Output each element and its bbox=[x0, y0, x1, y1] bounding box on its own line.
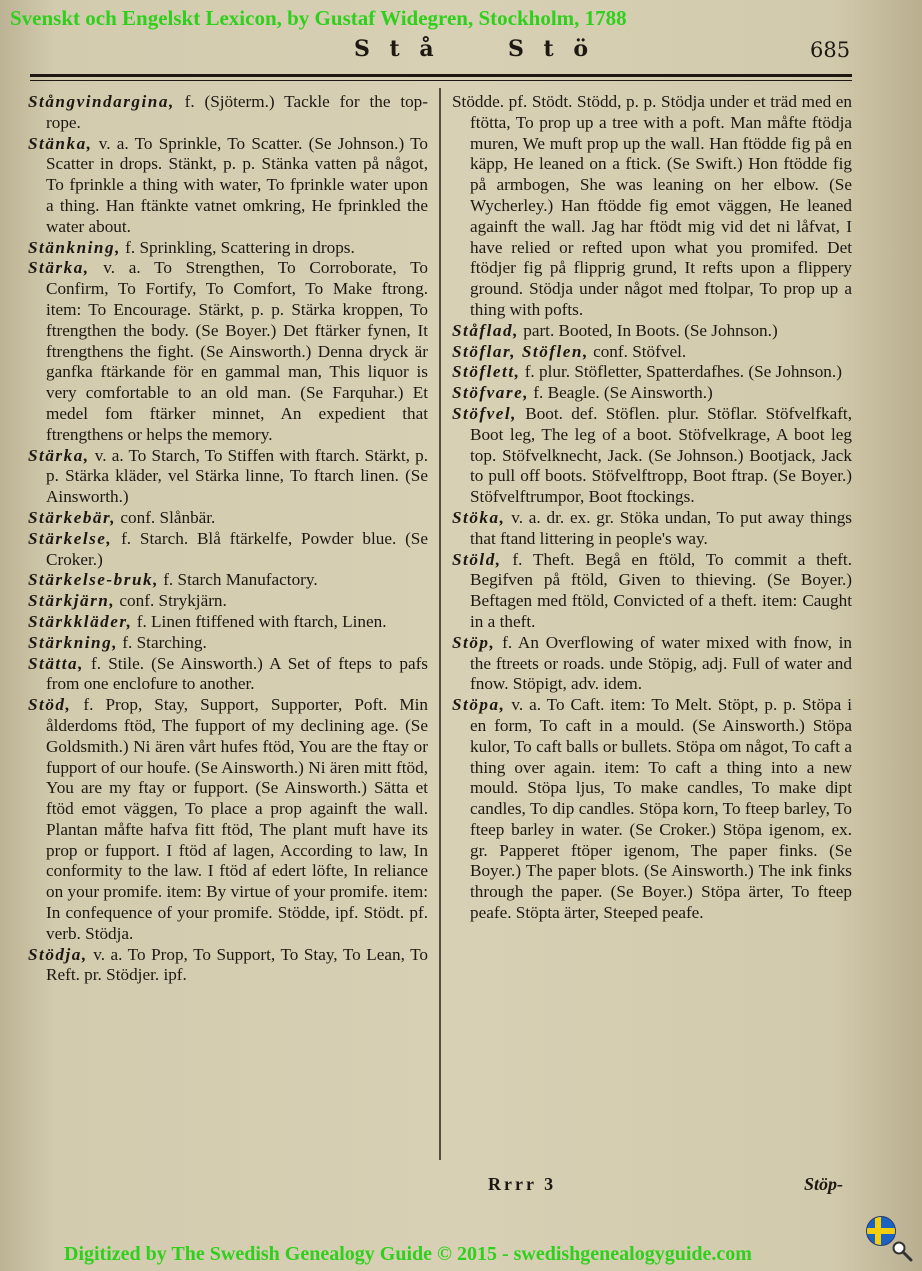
running-head-right: S t ö bbox=[508, 36, 595, 62]
dictionary-entry bbox=[28, 92, 428, 134]
dictionary-entry bbox=[28, 945, 428, 987]
entry-text: f. (Sjöterm.) Tackle for the top-rope. bbox=[46, 92, 428, 132]
dictionary-entry bbox=[452, 695, 852, 924]
entry-text: f. Linen ftiffened with ftarch, Linen. bbox=[132, 611, 387, 631]
headword: Stöflar, Stöflen, bbox=[452, 341, 589, 361]
headword: Stärka, bbox=[28, 258, 90, 278]
right-column bbox=[452, 92, 852, 924]
entry-text: f. Starch. Blå ftärkelfe, Powder blue. (Se Croker.) bbox=[46, 528, 428, 569]
headword: Stödja, bbox=[28, 944, 88, 964]
dictionary-entry bbox=[28, 633, 428, 654]
dictionary-entry bbox=[452, 633, 852, 695]
dictionary-entry bbox=[452, 342, 852, 363]
headword: Stöfvare, bbox=[452, 383, 529, 403]
entry-text: f. plur. Stöfletter, Spatterdafhes. (Se Johnson.) bbox=[520, 362, 842, 382]
entry-text: f. Theft. Begå en ftöld, To commit a theft. Begifven på ftöld, Given to thieving. (Se Boyer.) Beftagen med ftöld, Convicted of a theft. item: Caught in a theft. bbox=[470, 549, 852, 631]
dictionary-entry bbox=[28, 654, 428, 696]
headword: Stärkkläder, bbox=[28, 611, 133, 631]
entry-text: v. a. To Prop, To Support, To Stay, To Lean, To Reft. pr. Stödjer. ipf. bbox=[46, 944, 428, 985]
running-head-left: S t å bbox=[354, 36, 440, 62]
headword: Stöfvel, bbox=[452, 403, 517, 423]
entry-text: part. Booted, In Boots. (Se Johnson.) bbox=[518, 320, 778, 340]
dictionary-entry bbox=[28, 529, 428, 571]
footer-credit: Digitized by The Swedish Genealogy Guide © 2015 - swedishgenealogyguide.com bbox=[64, 1243, 752, 1265]
headword: Stärkelse, bbox=[28, 528, 113, 548]
header-rule-thin bbox=[30, 80, 852, 81]
headword: Stätta, bbox=[28, 653, 84, 673]
dictionary-entry bbox=[28, 570, 428, 591]
page-number: 685 bbox=[810, 38, 851, 62]
headword: Stöka, bbox=[452, 507, 506, 527]
entry-text: f. Stile. (Se Ainsworth.) A Set of fteps to pafs from one enclofure to another. bbox=[46, 653, 428, 694]
headword: Stångvindargina, bbox=[28, 92, 175, 111]
dictionary-entry bbox=[452, 92, 852, 321]
headword: Stöp, bbox=[452, 632, 496, 652]
entry-text: f. Starching. bbox=[118, 632, 207, 652]
header-rule bbox=[30, 74, 852, 77]
entry-text: conf. Stöfvel. bbox=[588, 341, 687, 361]
magnifier-icon bbox=[891, 1240, 913, 1262]
entry-text: v. a. dr. ex. gr. Stöka undan, To put away things that ftand littering in people's way. bbox=[470, 507, 852, 548]
entry-text: v. a. To Starch, To Stiffen with ftarch. Stärkt, p. p. Stärka kläder, vel Stärka linne, To ftarch linen. (Se Ainsworth.) bbox=[46, 445, 428, 507]
headword: Stärkelse-bruk, bbox=[28, 570, 159, 590]
dictionary-entry bbox=[452, 383, 852, 404]
dictionary-entry bbox=[452, 321, 852, 342]
headword: Stärka, bbox=[28, 445, 90, 465]
entry-text: f. Prop, Stay, Support, Supporter, Poft. Min ålderdoms ftöd, The fupport of my declining age. (Se Goldsmith.) Ni ären vårt hufes ftöd, You are the ftay or fupport of our houfe. (Se Ainsworth.) Ni ären mitt ftöd, You are my ftay or fupport. (Se Ainsworth.) Sätta et ftöd emot väggen, To place a prop againft the wall. Plantan måfte hafva fitt ftöd, The plant muft have its prop or fupport. I ftöd af lagen, According to law, In conformity to the law. I ftöd af edert löfte, In reliance on your promife. item: By virtue of your promife. item: In confequence of your promife. Stödde, ipf. Stödt. pf. verb. Stödja. bbox=[46, 695, 428, 943]
dictionary-entry bbox=[28, 258, 428, 445]
column-separator bbox=[439, 88, 441, 1160]
top-caption: Svenskt och Engelskt Lexicon, by Gustaf Widegren, Stockholm, 1788 bbox=[10, 6, 627, 30]
entry-text: v. a. To Caft. item: To Melt. Stöpt, p. p. Stöpa i en form, To caft in a mould. (Se Ainsworth.) Stöpa kulor, To caft balls or bullets. Stöpa om något, To caft a thing over again. item: To caft a thing into a new mould. Stöpa ljus, To make candles, To make dipt candles, To dip candles. Stöpa korn, To fteep barley, To fteep barley in water. (Se Croker.) Stöpa igenom, ex. gr. Papperet ftöper igenom, The paper finks. (Se Boyer.) The paper blots. (Se Ainsworth.) The ink finks through the paper. (Se Boyer.) Stöpa ärter, To fteep peafe. Stöpta ärter, Steeped peafe. bbox=[470, 695, 852, 923]
left-column bbox=[28, 92, 428, 986]
entry-text: f. Starch Manufactory. bbox=[158, 570, 318, 590]
dictionary-entry bbox=[452, 508, 852, 550]
entry-text: conf. Slånbär. bbox=[116, 507, 216, 527]
entry-text: Stödde. pf. Stödt. Stödd, p. p. Stödja under et träd med en ftötta, To prop up a tree with a poft. Man måfte ftödja muren, We muft prop up the wall. Han ftödde fig på en käpp, He leaned on a ftick. (Se Swift.) Hon ftödde fig på armbogen, She was leaning on her elbow. (Se Wycherley.) Han ftödde fig emot väggen, He leaned againft the wall. Jag har ftödt mig vid det ni låfvat, I have relied or refted upon what you promifed. Det ftödjer fig på flipprig grund, It refts upon a flippery ground. Stödja under något med ftolpar, To prop up a thing with pofts. bbox=[452, 92, 852, 319]
entry-text: Boot. def. Stöflen. plur. Stöflar. Stöfvelfkaft, Boot leg, The leg of a boot. Stöfvelkrage, A boot leg top. Stöfvelknecht, Jack. (Se Johnson.) Bootjack, Jack to pull off boots. Stöfvelftropp, Boot ftrap. (Se Boyer.) Stöfvelftrumpor, Boot ftockings. bbox=[470, 403, 852, 507]
dictionary-entry bbox=[28, 508, 428, 529]
entry-text: v. a. To Strengthen, To Corroborate, To Confirm, To Fortify, To Comfort, To Make ftrong. item: To Encourage. Stärkt, p. p. Stärka kroppen, To ftrengthen the body. (Se Boyer.) Det ftärker fynen, It ftrengthens the fight. (Se Ainsworth.) Denna dryck är ganfka ftärkande för en gammal man, This liquor is very comfortable to an old man. (Se Farquhar.) Et medel fom ftärker minnet, An expedient that ftrengthens or helps the memory. bbox=[46, 258, 428, 444]
dictionary-entry bbox=[28, 695, 428, 945]
entry-text: f. Sprinkling, Scattering in drops. bbox=[120, 237, 355, 257]
headword: Stöld, bbox=[452, 549, 502, 569]
entry-text: f. An Overflowing of water mixed with fnow, in the ftreets or roads. unde Stöpig, adj. Full of water and fnow. Stöpigt, adv. idem. bbox=[470, 632, 852, 694]
entry-text: v. a. To Sprinkle, To Scatter. (Se Johnson.) To Scatter in drops. Stänkt, p. p. Stänka vatten på något, To fprinkle a thing with water, To fprinkle water upon a thing. Han ftänkte vatnet omkring, He fprinkled the water about. bbox=[46, 133, 428, 236]
dictionary-entry bbox=[28, 612, 428, 633]
dictionary-entry bbox=[28, 591, 428, 612]
headword: Stöflett, bbox=[452, 362, 521, 382]
headword: Stöpa, bbox=[452, 695, 506, 715]
headword: Stärkning, bbox=[28, 632, 118, 652]
signature-mark: Rrrr 3 bbox=[488, 1174, 557, 1194]
dictionary-entry bbox=[452, 404, 852, 508]
dictionary-entry bbox=[28, 134, 428, 238]
catchword: Stöp- bbox=[804, 1174, 844, 1194]
headword: Stöd, bbox=[28, 695, 72, 715]
headword: Ståflad, bbox=[452, 320, 519, 340]
entry-text: f. Beagle. (Se Ainsworth.) bbox=[529, 383, 713, 403]
dictionary-entry bbox=[28, 446, 428, 508]
dictionary-entry bbox=[28, 238, 428, 259]
dictionary-entry bbox=[452, 362, 852, 383]
dictionary-entry bbox=[452, 550, 852, 633]
entry-text: conf. Strykjärn. bbox=[115, 591, 227, 611]
headword: Stänka, bbox=[28, 133, 93, 153]
headword: Stärkebär, bbox=[28, 507, 117, 527]
headword: Stärkjärn, bbox=[28, 591, 116, 611]
headword: Stänkning, bbox=[28, 237, 121, 257]
